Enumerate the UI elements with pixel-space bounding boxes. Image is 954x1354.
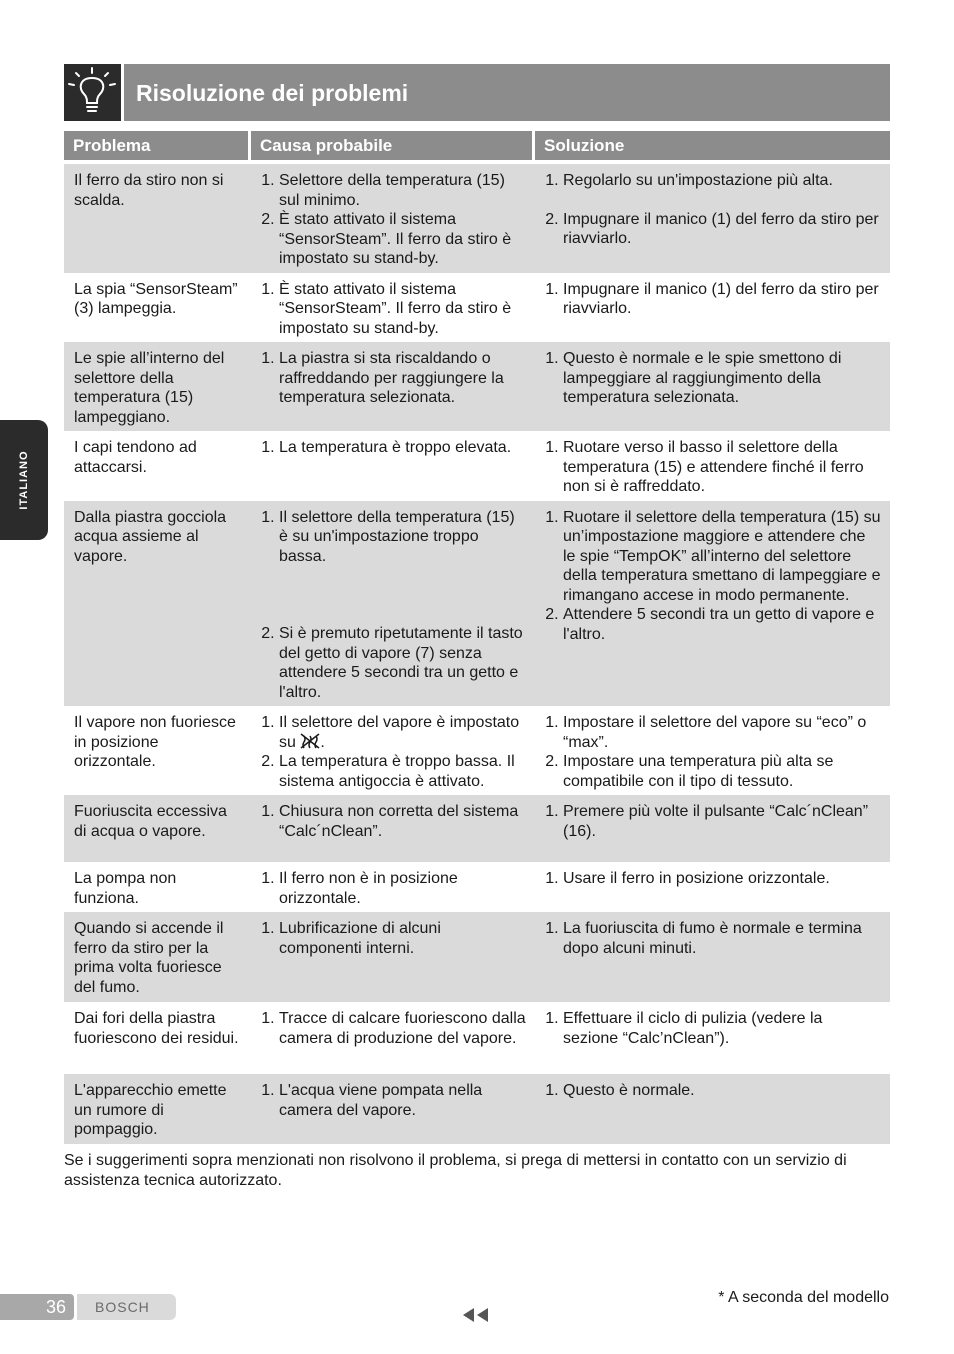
language-tab [0,420,48,540]
solution-cell [535,912,890,1002]
solution-item: 1. Impostare il selettore del vapore su “eco” o “max”. [563,713,881,752]
cause-item: 1. L'acqua viene pompata nella camera del vapore. [279,1081,526,1120]
solution-item: 1. Regolarlo su un'impostazione più alta. [563,171,881,191]
lightbulb-icon [64,64,121,121]
table-row [64,164,890,273]
cause-item: 2. È stato attivato il sistema “SensorSteam”. Il ferro da stiro è impostato su stand-by. [279,210,526,269]
double-left-arrow-icon[interactable] [462,1307,490,1323]
cause-item: 1. La piastra si sta riscaldando o raffreddando per raggiungere la temperatura selezionata. [279,349,526,408]
cause-item: 1. È stato attivato il sistema “SensorSteam”. Il ferro da stiro è impostato su stand-by. [279,280,526,339]
no-steam-icon [300,733,320,749]
column-header-cause: Causa probabile [251,131,535,164]
cause-cell [251,342,535,431]
solution-item: 1. Questo è normale. [563,1081,881,1101]
solution-item: 1. Impugnare il manico (1) del ferro da stiro per riavviarlo. [563,280,881,319]
solution-item: 1. Ruotare verso il basso il selettore della temperatura (15) e attendere finché il ferro non si è raffreddato. [563,438,881,497]
model-note: * A seconda del modello [718,1289,889,1306]
solution-cell [535,1074,890,1144]
problem-cell: Il ferro da stiro non si scalda. [64,164,251,273]
cause-item: 1. Chiusura non corretta del sistema “Calc´nClean”. [279,802,526,841]
problem-cell: Il vapore non fuoriesce in posizione orizzontale. [74,714,236,770]
cause-item: 1. Tracce di calcare fuoriescono dalla camera di produzione del vapore. [279,1009,526,1048]
solution-cell [535,862,890,912]
problem-cell: Dai fori della piastra fuoriescono dei residui. [74,1010,239,1047]
solution-item: 2. Attendere 5 secondi tra un getto di vapore e l'altro. [563,605,881,644]
cause-cell [251,706,535,795]
table-row [64,342,890,431]
problem-cell: Quando si accende il ferro da stiro per la prima volta fuoriesce del fumo. [64,912,251,1002]
cause-cell [251,431,535,501]
solution-item: 1. La fuoriuscita di fumo è normale e termina dopo alcuni minuti. [563,919,881,958]
cause-item: 1. Il selettore della temperatura (15) è su un'impostazione troppo bassa. [279,508,526,567]
page-number-box [0,1294,74,1320]
solution-cell [535,164,890,273]
cause-cell [251,1002,535,1074]
page-title: Risoluzione dei problemi [136,80,409,106]
cause-item: 2. La temperatura è troppo bassa. Il sistema antigoccia è attivato. [279,752,526,791]
language-tab-label: ITALIANO [18,450,30,510]
solution-item: 2. Impugnare il manico (1) del ferro da stiro per riavviarlo. [563,210,881,249]
table-header-row [64,131,890,164]
solution-cell [535,795,890,862]
table-row [64,862,890,912]
problem-cell: La pompa non funziona. [74,870,177,907]
problem-cell: Dalla piastra gocciola acqua assieme al vapore. [64,501,251,707]
cause-item: 1. Il selettore del vapore è impostato su . [279,713,526,752]
cause-cell [251,501,535,707]
table-row [64,273,890,343]
solution-item: 1. Premere più volte il pulsante “Calc´nClean” (16). [563,802,881,841]
solution-item: 1. Usare il ferro in posizione orizzontale. [563,869,881,889]
cause-item-text: Il selettore del vapore è impostato su [279,714,520,751]
solution-cell [535,706,890,795]
problem-cell: I capi tendono ad attaccarsi. [74,439,197,476]
cause-cell [251,912,535,1002]
solution-cell [535,1002,890,1074]
table-row [64,1002,890,1074]
troubleshooting-table [64,131,890,1144]
table-row [64,706,890,795]
solution-cell [535,501,890,707]
problem-cell: La spia “SensorSteam” (3) lampeggia. [74,280,238,317]
solution-cell [535,342,890,431]
cause-cell [251,862,535,912]
table-row [64,912,890,1002]
column-header-solution: Soluzione [535,131,890,164]
cause-item: 1. Il ferro non è in posizione orizzontale. [279,869,526,908]
solution-cell [535,273,890,343]
solution-item: 1. Effettuare il ciclo di pulizia (vedere la sezione “Calc’nClean”). [563,1009,881,1048]
problem-cell: Le spie all’interno del selettore della temperatura (15) lampeggiano. [64,342,251,431]
table-row [64,501,890,707]
footer-note: Se i suggerimenti sopra menzionati non risolvono il problema, si prega di mettersi in contatto con un servizio di assistenza tecnica autorizzato. [64,1152,847,1189]
solution-cell [535,431,890,501]
table-row [64,795,890,862]
problem-cell: L'apparecchio emette un rumore di pompaggio. [64,1074,251,1144]
column-header-problem: Problema [64,131,251,164]
cause-item: 2. Si è premuto ripetutamente il tasto del getto di vapore (7) senza attendere 5 secondi tra un getto e l'altro. [279,624,526,702]
solution-item: 2. Impostare una temperatura più alta se compatibile con il tipo di tessuto. [563,752,881,791]
cause-cell [251,1074,535,1144]
brand-box [77,1294,176,1320]
brand-label: BOSCH [95,1299,150,1315]
page-number: 36 [45,1297,66,1317]
header-bar [124,64,890,121]
header-icon-box [64,64,121,121]
cause-cell [251,795,535,862]
problem-cell: Fuoriuscita eccessiva di acqua o vapore. [64,795,251,862]
cause-item: 1. Lubrificazione di alcuni componenti interni. [279,919,526,958]
cause-item: 1. Selettore della temperatura (15) sul minimo. [279,171,526,210]
solution-item: 1. Questo è normale e le spie smettono di lampeggiare al raggiungimento della temperatura selezionata. [563,349,881,408]
table-row [64,1074,890,1144]
solution-item: 1. Ruotare il selettore della temperatura (15) su un’impostazione maggiore e attendere che le spie “TempOK” all’interno del selettore della temperatura smettano di lampeggiare e rimangano accese in modo permanente. [563,508,881,606]
cause-cell [251,164,535,273]
cause-item: 1. La temperatura è troppo elevata. [279,438,526,458]
table-row [64,431,890,501]
cause-cell [251,273,535,343]
